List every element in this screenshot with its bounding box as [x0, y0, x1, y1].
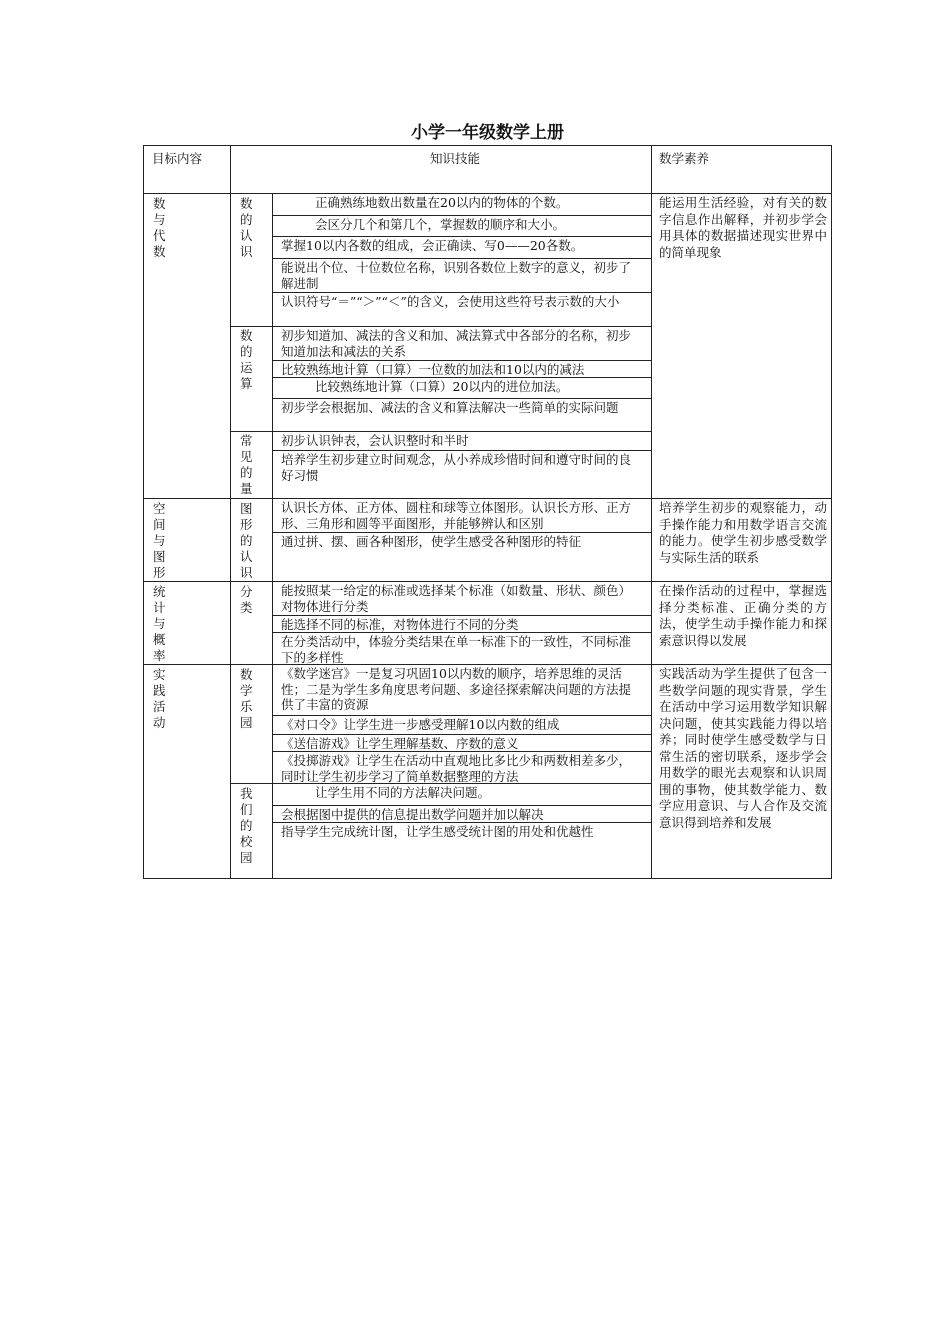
- domain-label: 空间与图形: [153, 501, 166, 580]
- skill-item: 会根据图中提供的信息提出数学问题并加以解决: [273, 805, 651, 822]
- topic-label: 我们的校园: [240, 786, 253, 865]
- topic-label: 数的运算: [240, 328, 253, 391]
- skill-item: 能按照某一给定的标准或选择某个标准（如数量、形状、颜色）对物体进行分类: [281, 583, 632, 614]
- literacy-text: 实践活动为学生提供了包含一些数学问题的现实背景，学生在活动中学习运用数学知识解决问题，使其实践能力得以培养；同时使学生感受数学与日常生活的密切联系，逐步学会用数学的眼光去观察和认识周围的事物，使其数学能力、数学应用意识、与人合作及交流意识得到培养和发展: [659, 666, 827, 830]
- domain-label: 统计与概率: [153, 584, 166, 663]
- topic-label: 常见的量: [240, 433, 253, 496]
- header-goal: 目标内容: [152, 151, 203, 166]
- topic-label: 图形的认识: [240, 501, 253, 580]
- skill-item: 《送信游戏》让学生理解基数、序数的意义: [273, 734, 651, 751]
- skill-item: 《数学迷宫》一是复习巩固10以内数的顺序，培养思维的灵活性；二是为学生多角度思考问题、多途径探索解决问题的方法提供了丰富的资源: [281, 666, 632, 712]
- skill-item: 认识长方体、正方体、圆柱和球等立体图形。认识长方形、正方形、三角形和圆等平面图形，并能够辨认和区别: [281, 500, 632, 531]
- curriculum-table: [143, 145, 832, 879]
- skill-item: 在分类活动中，体验分类结果在单一标准下的一致性，不同标准下的多样性: [273, 632, 651, 664]
- skill-item: 初步认识钟表，会认识整时和半时: [281, 433, 469, 448]
- column-divider: [230, 146, 231, 878]
- skill-item: 《投掷游戏》让学生在活动中直观地比多比少和两数相差多少，同时让学生初步学习了简单数据整理的方法: [273, 751, 651, 783]
- literacy-text: 在操作活动的过程中，掌握选择分类标准、正确分类的方法，使学生动手操作能力和探索意识得以发展: [659, 583, 827, 648]
- skill-item: 认识符号“＝”“＞”“＜”的含义，会使用这些符号表示数的大小: [273, 292, 651, 326]
- topic-label: 数学乐园: [240, 667, 253, 730]
- skill-item: 指导学生完成统计图，让学生感受统计图的用处和优越性: [273, 822, 651, 878]
- skill-item: 比较熟练地计算（口算）一位数的加法和10以内的减法: [273, 360, 651, 377]
- literacy-text: 培养学生初步的观察能力，动手操作能力和用数学语言交流的能力。使学生初步感受数学与实际生活的联系: [659, 500, 827, 565]
- skill-item: 《对口令》让学生进一步感受理解10以内数的组成: [273, 715, 651, 734]
- skill-item: 初步学会根据加、减法的含义和算法解决一些简单的实际问题: [273, 398, 651, 431]
- domain-label: 实践活动: [153, 667, 166, 730]
- skill-item: 通过拼、摆、画各种图形，使学生感受各种图形的特征: [273, 532, 651, 581]
- header-literacy: 数学素养: [659, 151, 710, 166]
- topic-label: 数的认识: [240, 196, 253, 259]
- skill-item: 能选择不同的标准，对物体进行不同的分类: [273, 615, 651, 632]
- topic-label: 分类: [240, 584, 253, 615]
- page-title: 小学一年级数学上册: [411, 123, 564, 143]
- skill-item: 会区分几个和第几个，掌握数的顺序和大小。: [273, 215, 651, 236]
- skill-item: 比较熟练地计算（口算）20以内的进位加法。: [273, 377, 651, 398]
- domain-label: 数与代数: [153, 196, 166, 259]
- skill-item: 让学生用不同的方法解决问题。: [315, 785, 491, 800]
- column-divider: [651, 146, 652, 878]
- skill-item: 初步知道加、减法的含义和加、减法算式中各部分的名称，初步知道加法和减法的关系: [281, 328, 632, 359]
- skill-item: 能说出个位、十位数位名称，识别各数位上数字的意义，初步了解进制: [273, 258, 651, 292]
- header-skills: 知识技能: [430, 151, 481, 166]
- skill-item: 正确熟练地数出数量在20以内的物体的个数。: [315, 195, 569, 210]
- skill-item: 掌握10以内各数的组成，会正确读、写0——20各数。: [273, 236, 651, 258]
- skill-item: 培养学生初步建立时间观念，从小养成珍惜时间和遵守时间的良好习惯: [273, 450, 651, 498]
- literacy-text: 能运用生活经验，对有关的数字信息作出解释，并初步学会用具体的数据描述现实世界中的简单现象: [659, 195, 827, 260]
